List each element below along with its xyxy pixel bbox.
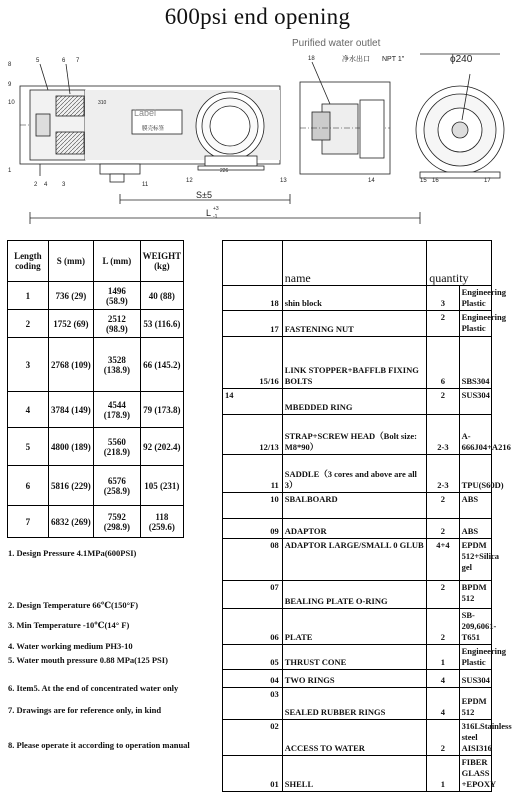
parts-header-row (223, 241, 492, 286)
table-row: 17 FASTENING NUT 2 Engineering Plastic (223, 311, 492, 337)
page-title: 600psi end opening (164, 4, 351, 29)
dimension-226: 226 (220, 168, 229, 174)
callout-10: 10 (8, 100, 15, 106)
callout-18: 18 (308, 56, 315, 62)
dimension-s: S±5 (196, 190, 212, 200)
callout-16: 16 (432, 178, 439, 184)
callout-8: 8 (8, 62, 12, 68)
technical-drawing (0, 34, 515, 234)
table-row: 6 5816 (229) 6576 (258.9) 105 (231) (8, 466, 184, 506)
table-row: 05 THRUST CONE 1 Engineering Plastic (223, 645, 492, 670)
table-row: 06 PLATE 2 SB-209,6061-T651 (223, 609, 492, 645)
callout-1: 1 (8, 168, 12, 174)
table-row: 12/13 STRAP+SCREW HEAD（Bolt size: M8*90） 2-3 A-666J04+A216 (223, 415, 492, 455)
table-row: 18 shin block 3 Engineering Plastic (223, 286, 492, 311)
diameter-label: ϕ240 (450, 54, 473, 65)
length-coding-table (7, 240, 184, 538)
table-row: 15/16 LINK STOPPER+BAFFLB FIXING BOLTS 6 SBS304 (223, 337, 492, 389)
table-row: 03 SEALED RUBBER RINGS 4 EPDM 512 (223, 688, 492, 720)
header-length-coding: Length coding (8, 241, 49, 282)
note-6: 6. Item5. At the end of concentrated water only (8, 683, 179, 693)
note-1: 1. Design Pressure 4.1MPa(600PSI) (8, 548, 137, 558)
callout-4: 4 (44, 182, 48, 188)
callout-3: 3 (62, 182, 66, 188)
callout-6: 6 (62, 58, 66, 64)
note-2: 2. Design Temperature 66℃(150°F) (8, 600, 139, 610)
note-4: 4. Water working medium PH3-10 (8, 641, 133, 651)
callout-7: 7 (76, 58, 80, 64)
table-row: 2 1752 (69) 2512 (98.9) 53 (116.6) (8, 310, 184, 338)
header-weight: WEIGHT (kg) (140, 241, 183, 282)
callout-13: 13 (280, 178, 287, 184)
table-row: 08 ADAPTOR LARGE/SMALL 0 GLUB 4+4 EPDM 512+Silica gel (223, 539, 492, 581)
label-plate-chinese: 膜壳标签 (142, 126, 165, 132)
outlet-chinese: 净水出口 (342, 56, 370, 63)
header-l: L (mm) (94, 241, 141, 282)
callout-15: 15 (420, 178, 427, 184)
dimension-310: 310 (98, 100, 107, 106)
outlet-label: Purified water outlet (292, 38, 381, 49)
hatched-seal (56, 96, 84, 116)
callout-17: 17 (484, 178, 491, 184)
callout-12: 12 (186, 178, 193, 184)
table-row: 07 BEALING PLATE O-RING 2 BPDM 512 (223, 581, 492, 609)
table-row: 01 SHELL 1 FIBER GLASS +EPOXY (223, 756, 492, 792)
header-s: S (mm) (48, 241, 93, 282)
header-name: name (282, 241, 426, 286)
note-7: 7. Drawings are for reference only, in kind (8, 705, 162, 715)
outlet-thread: NPT 1" (382, 56, 405, 63)
table-row: 09 ADAPTOR 2 ABS (223, 519, 492, 539)
dimension-l: L (206, 208, 212, 218)
table-row: 11 SADDLE（3 cores and above are all 3） 2-3 TPU(S60D) (223, 455, 492, 493)
dimension-l-tol-upper: +3 (213, 206, 219, 212)
table-row: 04 TWO RINGS 4 SUS304 (223, 670, 492, 688)
header-quantity: quantity (427, 241, 492, 286)
table-row: 3 2768 (109) 3528 (138.9) 66 (145.2) (8, 338, 184, 392)
note-8: 8. Please operate it according to operation manual (8, 740, 190, 750)
label-text: Label (134, 108, 157, 118)
table-row: 14 MBEDDED RING 2 SUS304 (223, 389, 492, 415)
dimension-l-tol-lower: -1 (213, 214, 218, 220)
note-5: 5. Water mouth pressure 0.88 MPa(125 PSI) (8, 655, 168, 665)
table-row: 02 ACCESS TO WATER 2 316LStainless steel AISI316 (223, 720, 492, 756)
table-row: 4 3784 (149) 4544 (178.9) 79 (173.8) (8, 392, 184, 428)
callout-11: 11 (142, 182, 149, 188)
table-row: 10 SBALBOARD 2 ABS (223, 493, 492, 519)
table-row: 7 6832 (269) 7592 (298.9) 118 (259.6) (8, 506, 184, 538)
parts-table (222, 240, 512, 792)
note-3: 3. Min Temperature -10℃(14° F) (8, 620, 130, 630)
table-row: 5 4800 (189) 5560 (218.9) 92 (202.4) (8, 428, 184, 466)
table-row: 1 736 (29) 1496 (58.9) 40 (88) (8, 282, 184, 310)
callout-5: 5 (36, 58, 40, 64)
callout-9: 9 (8, 82, 12, 88)
callout-14: 14 (368, 178, 375, 184)
callout-2: 2 (34, 182, 38, 188)
